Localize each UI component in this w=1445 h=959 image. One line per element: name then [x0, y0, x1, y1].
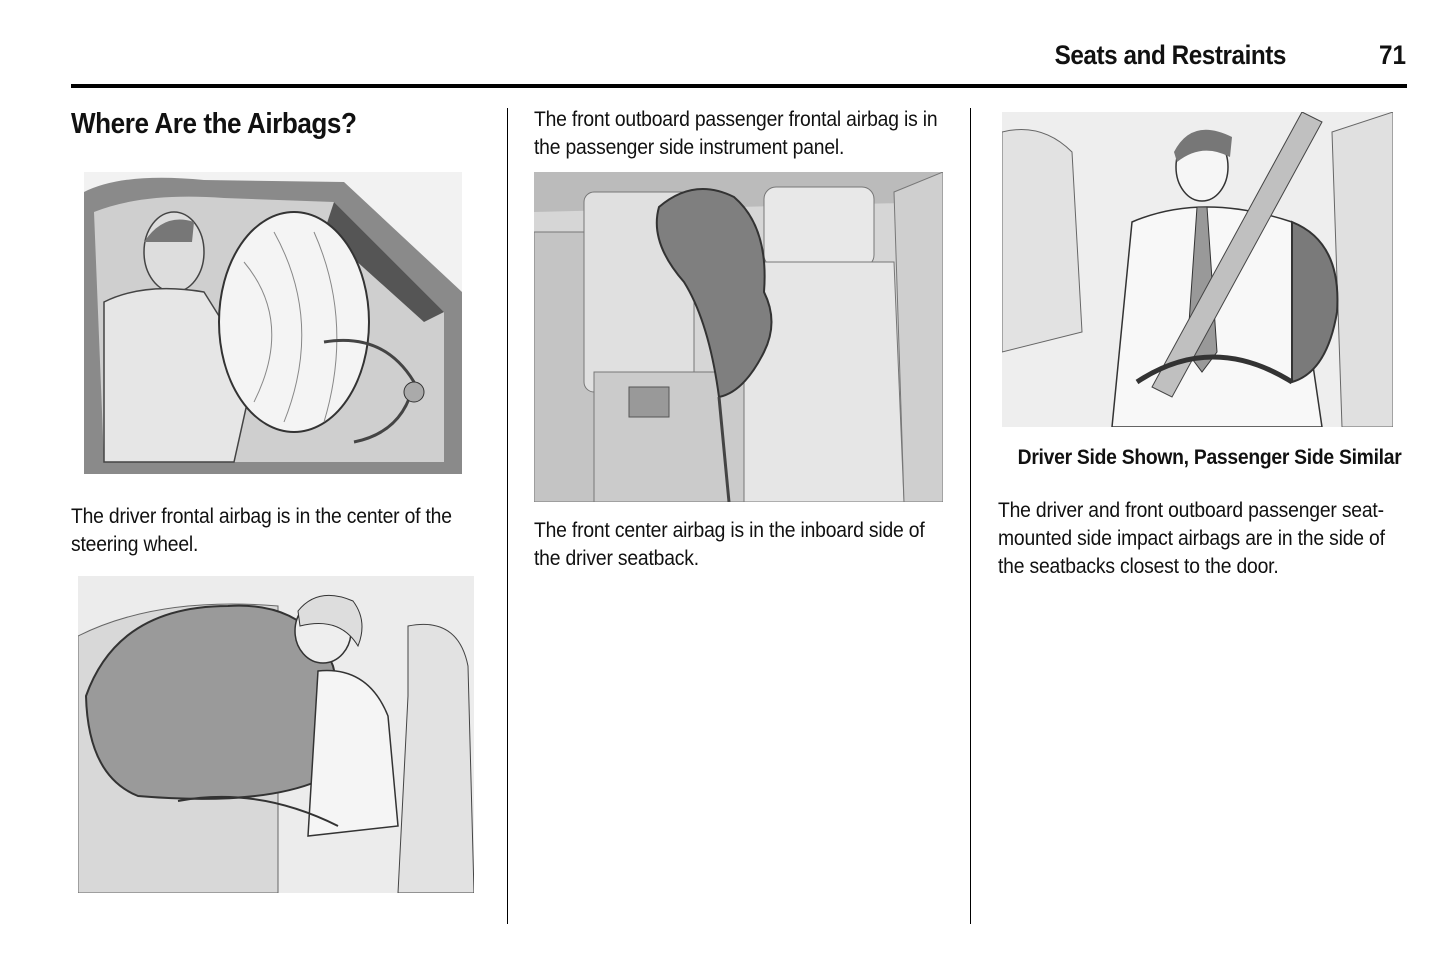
page-number: 71 [1378, 40, 1406, 70]
center-airbag-drawing [534, 172, 943, 502]
driver-frontal-airbag-text: The driver frontal airbag is in the center of the steering wheel. [71, 505, 452, 556]
column-divider-1 [507, 108, 508, 924]
passenger-airbag-illustration [78, 576, 474, 893]
figure-caption: Driver Side Shown, Passenger Side Similar [1017, 446, 1402, 469]
driver-airbag-drawing [84, 172, 462, 474]
side-impact-airbag-text: The driver and front outboard passenger seat-mounted side impact airbags are in the side of the seatbacks closest to the door. [998, 499, 1385, 578]
passenger-airbag-drawing [78, 576, 474, 893]
side-airbag-drawing [1002, 112, 1393, 427]
running-header-title: Seats and Restraints [1054, 40, 1286, 70]
column-divider-2 [970, 108, 971, 924]
passenger-frontal-airbag-text: The front outboard passenger frontal airbag is in the passenger side instrument panel. [534, 108, 938, 159]
side-airbag-illustration [1002, 112, 1393, 427]
driver-airbag-illustration [84, 172, 462, 474]
section-heading: Where Are the Airbags? [71, 108, 357, 140]
header-rule [71, 84, 1407, 88]
center-airbag-text: The front center airbag is in the inboard side of the driver seatback. [534, 519, 925, 570]
center-airbag-illustration [534, 172, 943, 502]
